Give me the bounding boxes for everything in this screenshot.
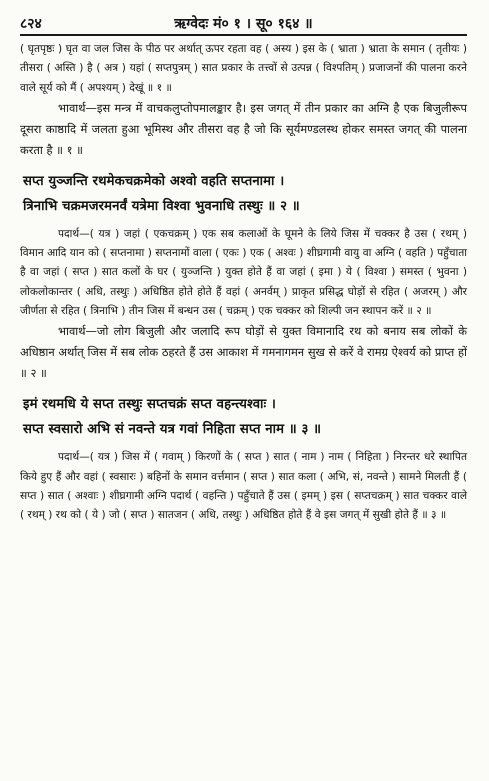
bhavarth-paragraph-1: भावार्थ—इस मन्त्र में वाचकलुप्तोपमालङ्कार है। इस जगत् में तीन प्रकार का अग्नि है एक बिजुलीरूप दूसरा काष्ठादि में जलता हुआ भूमिस्थ और तीसरा वह है जो कि सूर्यमण्डलस्थ होकर समस्त जगत् की पालना करता है ॥ १ ॥ [20, 100, 467, 157]
header-rule [20, 34, 467, 36]
padarth-paragraph-3: पदार्थ—( यत्र ) जिस में ( गवाम् ) किरणों के ( सप्त ) सात ( नाम ) नाम ( निहिता ) निरन्तर धरे स्थापित किये हुए हैं और वहां ( स्वसारः ) बहिनों के समान वर्त्तमान ( सप्त ) सात कला ( अभि, सं, नवन्ते ) सामने मिलती हैं ( सप्त ) सात ( अश्वाः ) शीघ्रगामी अग्नि पदार्थ ( वहन्ति ) पहुँचाते हैं उस ( इमम् ) इस ( सप्तचक्रम् ) सात चक्कर वाले ( रथम् ) रथ को ( ये ) जो ( सप्त ) सातजन ( अधि, तस्थुः ) अधिष्ठित होते हैं वे इस जगत् में सुखी होते हैं ॥ ३ ॥ [20, 451, 467, 522]
padarth-paragraph-2: पदार्थ—( यत्र ) जहां ( एकचक्रम् ) एक सब कलाओं के घूमने के लिये जिस में चक्कर है उस ( रथम् ) विमान आदि यान को ( सप्तनामा ) सप्तनामों वाला ( एकः ) एक ( अश्वः ) शीघ्रगामी वायु वा अग्नि ( वहति ) पहुँचाता है वा जहां ( सप्त ) सात कलों के घर ( युञ्जन्ति ) युक्त होते हैं वा जहां ( इमा ) ये ( विश्वा ) समस्त ( भुवना ) लोकलोकान्तर ( अधि, तस्थुः ) अधिष्ठित होते होते हैं वहां ( अनर्वम् ) प्राकृत प्रसिद्ध घोड़ों से रहित ( अजरम् ) और जीर्णता से रहित ( त्रिनाभि ) तीन जिस में बन्धन उस ( चक्रम् ) एक चक्कर को शिल्पी जन स्थापन करें ॥ २ ॥ [20, 227, 467, 318]
mantra-2-line-2: त्रिनाभि चक्रमजरमनर्वं यत्रेमा विश्वा भुवनाधि तस्थुः ॥ २ ॥ [23, 198, 300, 214]
mantra-3-line-2: सप्त स्वसारो अभि सं नवन्ते यत्र गवां निहिता सप्त नाम ॥ ३ ॥ [23, 422, 322, 438]
page-number: ८२४ [20, 16, 42, 32]
padarth-paragraph-1: ( घृतपृष्ठः ) घृत वा जल जिस के पीठ पर अर्थात् ऊपर रहता वह ( अस्य ) इस के ( भ्राता ) भ्राता के समान ( तृतीयः ) तीसरा ( अस्ति ) है ( अत्र ) यहां ( सप्तपुत्रम् ) सात प्रकार के तत्त्वों से उत्पन्न ( विश्पतिम् ) प्रजाजनों की पालना करने वाले सूर्य को मैं ( अपश्यम् ) देखूं ॥ १ ॥ [20, 43, 467, 94]
bhavarth-paragraph-2: भावार्थ—जो लोग बिजुली और जलादि रूप घोड़ों से युक्त विमानादि रथ को बनाय सब लोकों के अधिष्ठान अर्थात् जिस में सब लोक ठहरते हैं उस आकाश में गमनागमन सुख से करें वे रामग्र ऐश्वर्य को प्राप्त हों ॥ २ ॥ [20, 324, 467, 381]
mantra-3 [20, 392, 467, 442]
mantra-3-line-1: इमं रथमधि ये सप्त तस्थुः सप्तचक्रं सप्त वहन्त्यश्वाः । [23, 397, 277, 413]
spacer [20, 384, 467, 392]
mantra-2-line-1: सप्त युञ्जन्ति रथमेकचक्रमेको अश्वो वहति सप्तनामा । [23, 173, 285, 189]
running-title: ऋग्वेदः मं० १ । सू० १६४ ॥ [174, 16, 313, 32]
page-header [20, 6, 467, 34]
mantra-2 [20, 169, 467, 219]
spacer [20, 161, 467, 169]
